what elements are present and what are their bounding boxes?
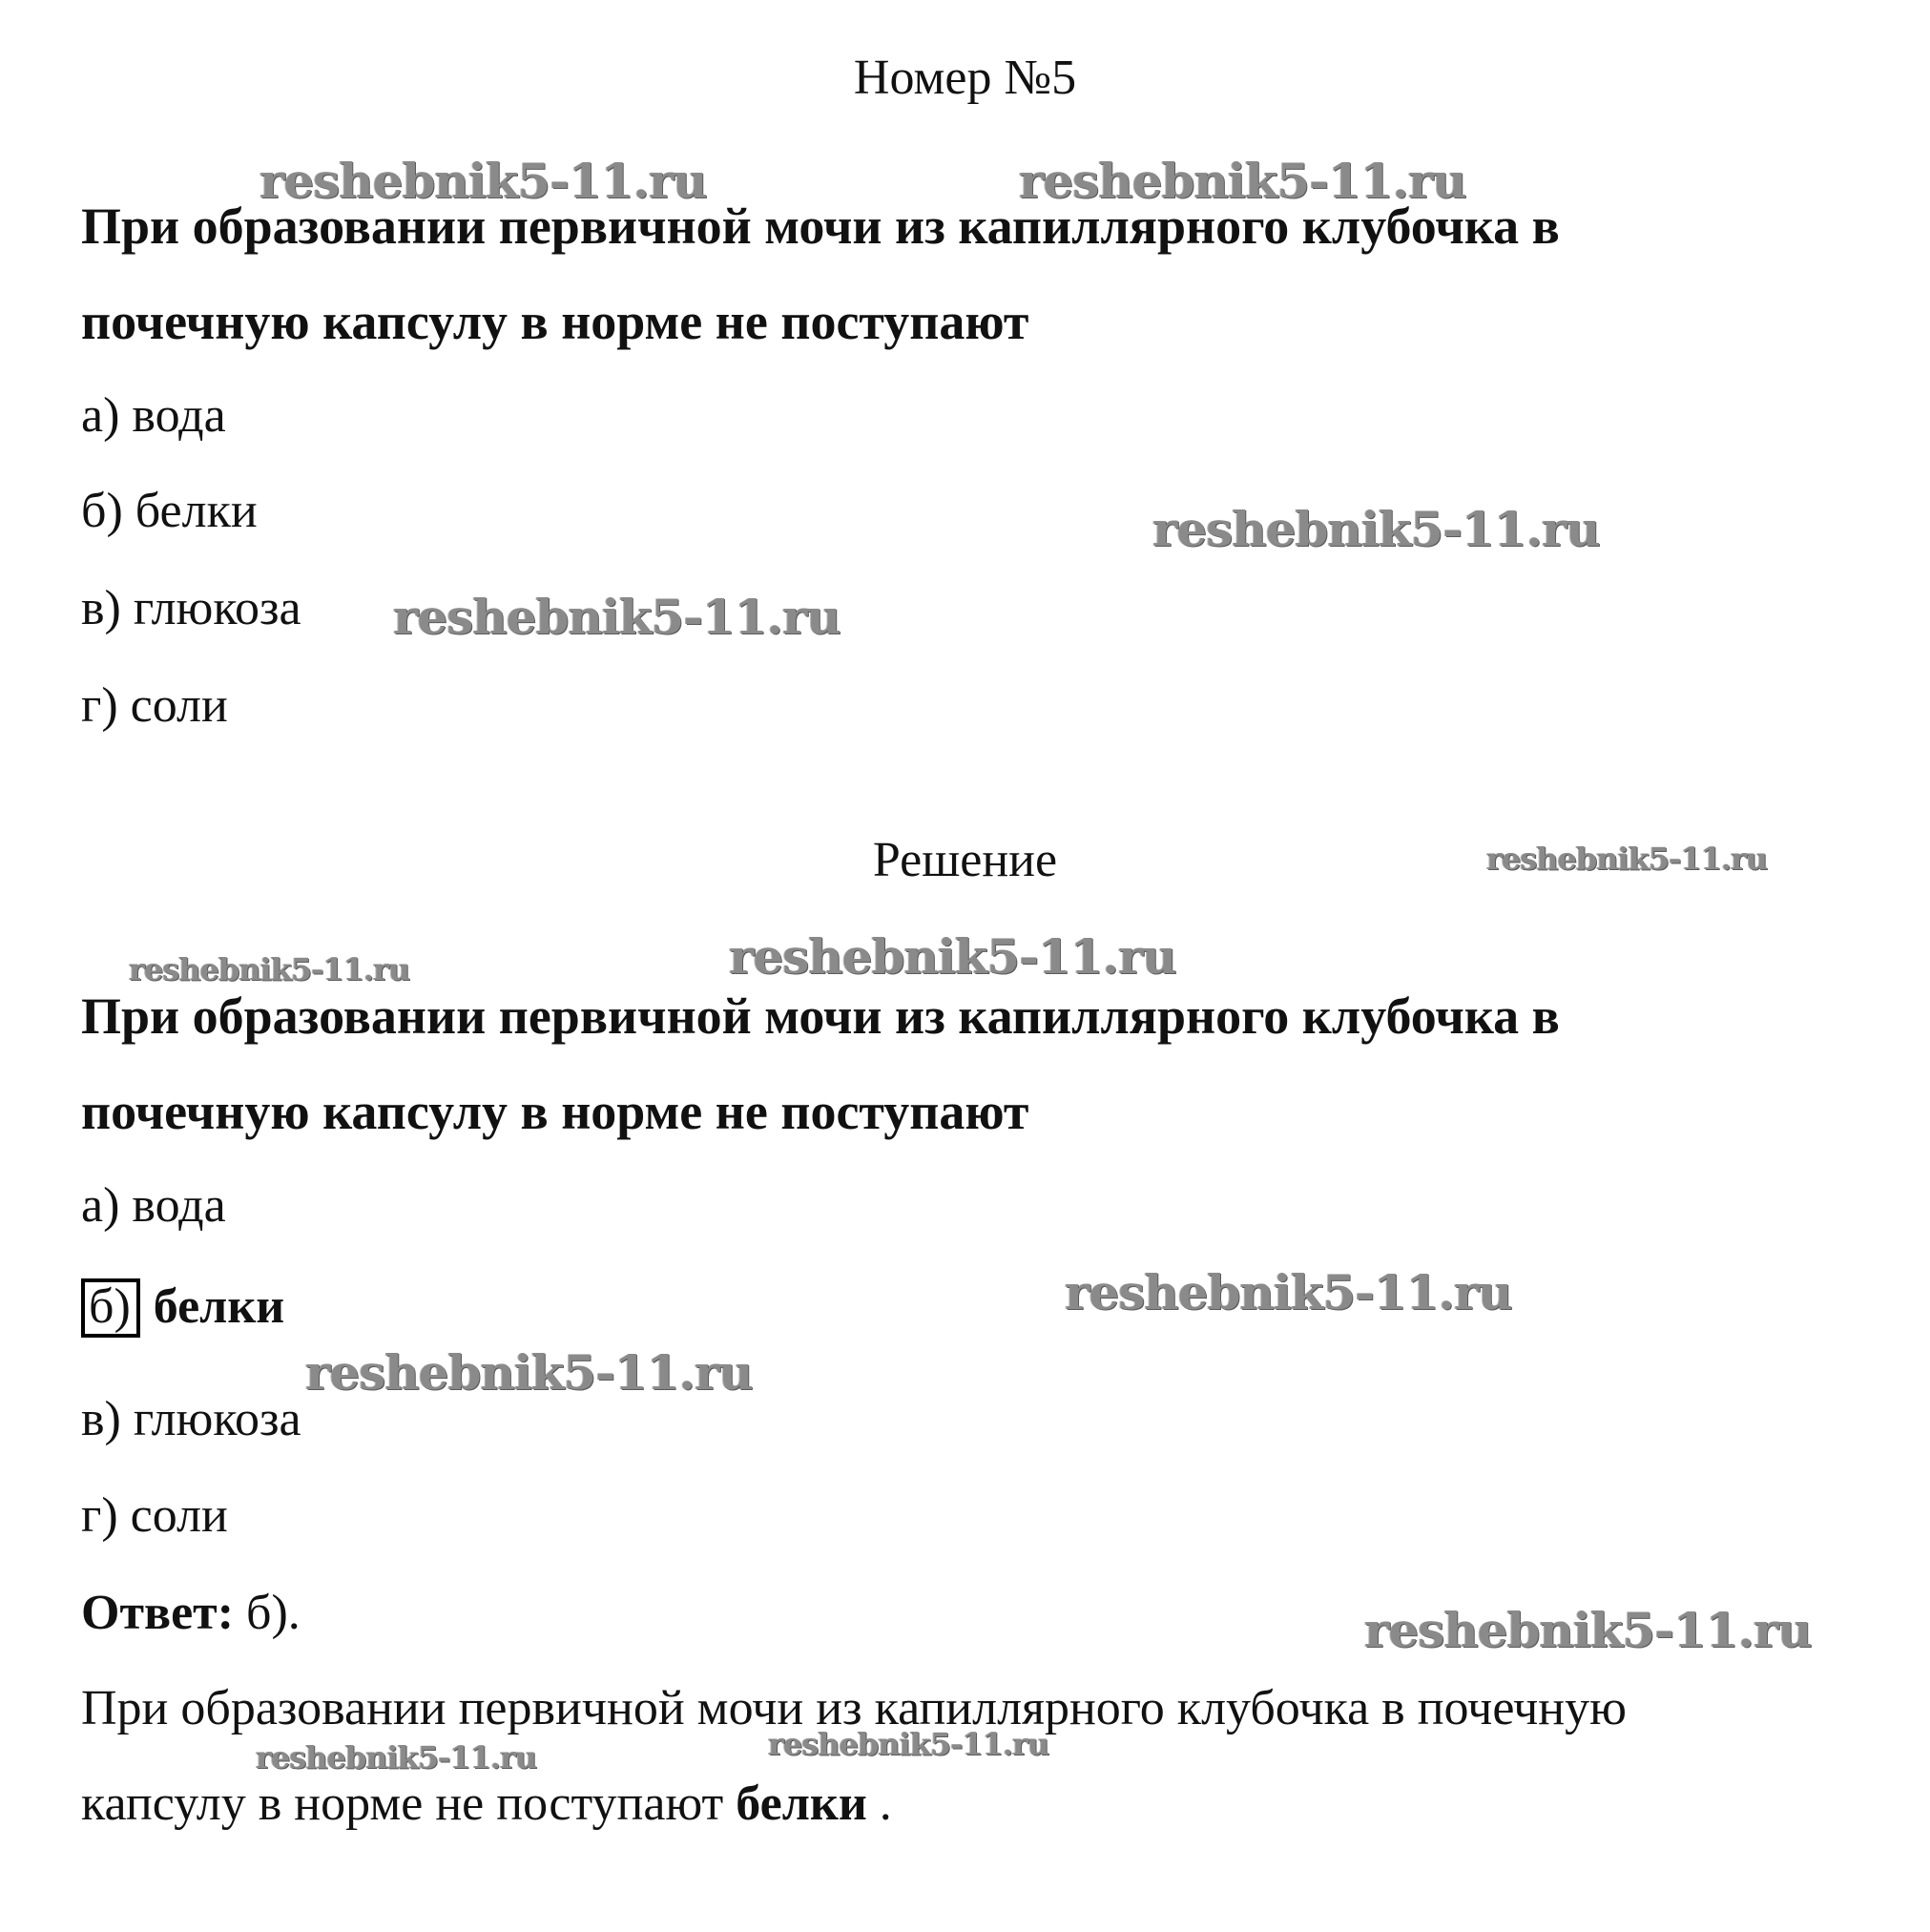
watermark: reshebnik5-11.ru	[129, 951, 410, 987]
answer-label: Ответ:	[81, 1586, 235, 1640]
option-letter: б)	[81, 484, 123, 538]
explanation-period: .	[879, 1776, 892, 1831]
watermark: reshebnik5-11.ru	[729, 928, 1176, 985]
explanation-bold-word: белки	[736, 1776, 867, 1831]
option-letter: в)	[81, 1392, 121, 1446]
option-text: вода	[132, 1178, 226, 1233]
watermark: reshebnik5-11.ru	[1019, 153, 1466, 209]
option-text: белки	[135, 484, 258, 538]
option-b	[81, 484, 258, 538]
watermark: reshebnik5-11.ru	[393, 589, 840, 645]
solution-heading: Решение	[872, 833, 1058, 887]
solution-question-line-1: При образовании первичной мочи из капиллярного клубочка в	[81, 987, 1560, 1045]
page-title: Номер №5	[853, 51, 1077, 105]
watermark: reshebnik5-11.ru	[1152, 501, 1600, 557]
option-c	[81, 581, 301, 635]
explanation-line-2	[81, 1776, 892, 1831]
solution-question-line-2: почечную капсулу в норме не поступают	[81, 1083, 1029, 1140]
watermark: reshebnik5-11.ru	[256, 1739, 537, 1776]
watermark: reshebnik5-11.ru	[305, 1344, 753, 1401]
option-text: соли	[130, 1488, 228, 1543]
option-text: соли	[130, 678, 228, 733]
question-line-1: При образовании первичной мочи из капиллярного клубочка в	[81, 197, 1560, 255]
option-letter: г)	[81, 1488, 118, 1543]
selected-option-box: б)	[81, 1278, 140, 1338]
watermark: reshebnik5-11.ru	[1364, 1602, 1812, 1658]
solution-option-c	[81, 1392, 301, 1446]
watermark: reshebnik5-11.ru	[768, 1726, 1049, 1762]
answer-value: б).	[246, 1586, 301, 1640]
option-letter: а)	[81, 1178, 120, 1233]
solution-option-d	[81, 1488, 228, 1543]
watermark: reshebnik5-11.ru	[1065, 1264, 1512, 1320]
option-d	[81, 678, 228, 733]
option-text: вода	[132, 388, 226, 443]
question-line-2: почечную капсулу в норме не поступают	[81, 293, 1029, 350]
option-text: глюкоза	[133, 1392, 301, 1446]
solution-option-a	[81, 1178, 226, 1233]
watermark: reshebnik5-11.ru	[259, 153, 707, 209]
watermark: reshebnik5-11.ru	[1486, 841, 1768, 877]
solution-option-b-selected	[81, 1278, 284, 1338]
option-letter: а)	[81, 388, 120, 443]
answer-line	[81, 1586, 301, 1640]
option-letter: г)	[81, 678, 118, 733]
option-letter: в)	[81, 581, 121, 635]
explanation-text: капсулу в норме не поступают	[81, 1776, 724, 1831]
explanation-line-1: При образовании первичной мочи из капиллярного клубочка в почечную	[81, 1681, 1627, 1735]
option-text: белки	[153, 1279, 285, 1334]
option-text: глюкоза	[133, 581, 301, 635]
option-a	[81, 388, 226, 443]
